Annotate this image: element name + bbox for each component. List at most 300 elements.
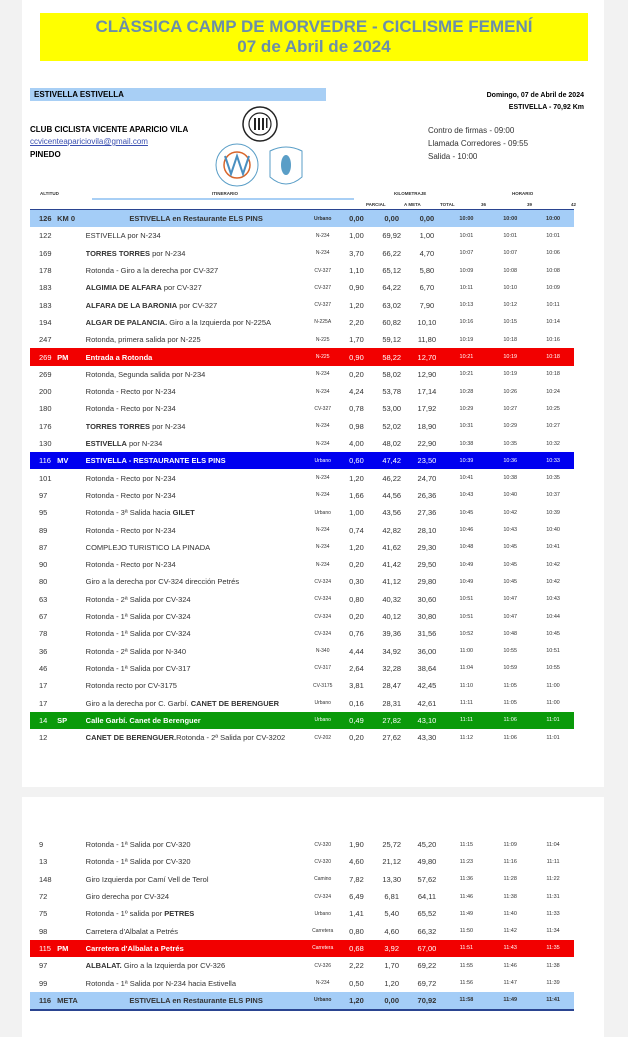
time-36-cell: 11:04 [459, 665, 474, 672]
km-parcial-cell: 6,49 [349, 892, 364, 902]
km-total-cell: 6,70 [419, 283, 435, 293]
km-a-meta-cell: 52,02 [382, 421, 402, 431]
km-parcial-cell: 0,00 [349, 214, 364, 224]
itinerary-cell [86, 996, 307, 1005]
time-39-cell: 10:35 [503, 440, 518, 447]
km-parcial-cell: 1,70 [349, 335, 364, 345]
time-36-cell: 10:45 [459, 509, 474, 516]
time-36-cell: 10:51 [459, 596, 474, 603]
altitude-cell: 13 [39, 857, 48, 867]
km-parcial-cell: 1,00 [349, 508, 364, 518]
time-36-cell: 11:36 [459, 876, 474, 883]
itinerary-cell [86, 577, 307, 586]
road-type-cell: N-234 [315, 250, 330, 257]
time-42-cell: 10:55 [546, 665, 560, 672]
col-parcial: PARCIAL [366, 202, 386, 207]
time-36-cell: 11:23 [459, 858, 474, 865]
itinerary-text: Rotonda - 1ª Salida por CV-317 [85, 663, 191, 673]
altitude-cell: 9 [39, 840, 44, 850]
time-39-cell: 10:40 [503, 492, 518, 499]
itinerary-text: Rotonda - Recto por N-234 [85, 490, 176, 500]
time-36-cell: 10:51 [459, 613, 474, 620]
km-a-meta-cell: 27,62 [382, 733, 402, 743]
road-type-cell: CV-3175 [312, 682, 333, 689]
km-parcial-cell: 2,64 [349, 663, 364, 673]
km-a-meta-cell: 0,00 [384, 995, 399, 1005]
altitude-cell: 178 [39, 266, 52, 276]
race-title: CLÀSSICA CAMP DE MORVEDRE - CICLISME FEMENÍ [95, 17, 533, 36]
time-39-cell: 10:26 [503, 388, 518, 395]
km-a-meta-cell: 65,12 [382, 266, 402, 276]
time-39-cell: 11:16 [503, 858, 517, 865]
itinerary-cell [86, 699, 307, 708]
itinerary-text: Giro derecha por CV-324 [85, 892, 170, 902]
itinerary-text: Rotonda, Segunda salida por N-234 [85, 369, 206, 379]
km-a-meta-cell: 6,81 [384, 892, 399, 902]
km-a-meta-cell: 21,12 [382, 857, 402, 867]
itinerary-text: Giro a la Izquierda por CV-326 [121, 961, 226, 971]
altitude-cell: 99 [39, 978, 48, 988]
km-a-meta-cell: 25,72 [382, 840, 402, 850]
race-distance: ESTIVELLA - 70,92 Km [508, 104, 584, 111]
itinerary-cell [86, 840, 307, 849]
itinerary-cell [86, 909, 307, 918]
road-type-cell: CV-317 [314, 665, 332, 672]
table-row [30, 905, 574, 922]
itinerary-text: Rotonda recto por CV-3175 [85, 681, 177, 691]
itinerary-cell [86, 961, 307, 970]
table-row [30, 539, 574, 556]
itinerary-cell [86, 422, 307, 431]
time-42-cell: 11:00 [546, 682, 560, 689]
itinerary-text: por N-234 [149, 421, 186, 431]
time-39-cell: 10:45 [503, 561, 518, 568]
km-parcial-cell: 0,74 [349, 525, 364, 535]
time-42-cell: 10:24 [546, 388, 560, 395]
km-parcial-cell: 0,68 [349, 943, 364, 953]
km-total-cell: 30,60 [417, 594, 437, 604]
itinerary-place: TORRES TORRES [85, 248, 150, 258]
time-42-cell: 10:37 [546, 492, 560, 499]
km-total-cell: 29,30 [417, 542, 437, 552]
time-42-cell: 11:34 [546, 928, 560, 935]
table-row [30, 694, 574, 711]
time-39-cell: 10:08 [503, 267, 518, 274]
time-42-cell: 11:39 [546, 980, 560, 987]
km-parcial-cell: 0,49 [349, 715, 364, 725]
time-36-cell: 10:11 [459, 284, 474, 291]
table-row [30, 573, 574, 590]
altitude-cell: 183 [39, 300, 52, 310]
time-42-cell: 10:51 [546, 648, 560, 655]
altitude-cell: 36 [39, 646, 48, 656]
km-parcial-cell: 0,16 [349, 698, 364, 708]
itinerary-text: Rotonda - Recto por N-234 [85, 387, 176, 397]
altitude-cell: 97 [39, 961, 48, 971]
time-42-cell: 10:33 [546, 457, 560, 464]
km-a-meta-cell: 41,62 [382, 542, 402, 552]
time-36-cell: 10:41 [459, 475, 474, 482]
altitude-cell: 87 [39, 542, 48, 552]
time-39-cell: 11:43 [503, 945, 517, 952]
table-row [30, 210, 574, 227]
road-type-cell: CV-327 [314, 284, 332, 291]
time-36-cell: 10:29 [459, 405, 474, 412]
itinerary-text: ESTIVELLA - RESTAURANTE ELS PINS [85, 456, 226, 466]
table-row [30, 660, 574, 677]
time-39-cell: 11:42 [503, 928, 517, 935]
time-39-cell: 10:07 [503, 250, 518, 257]
km-a-meta-cell: 5,40 [384, 909, 399, 919]
time-42-cell: 11:38 [546, 962, 560, 969]
km-a-meta-cell: 27,82 [382, 715, 402, 725]
time-36-cell: 10:09 [459, 267, 474, 274]
road-type-cell: Urbano [314, 910, 331, 917]
km-a-meta-cell: 28,31 [382, 698, 402, 708]
km-a-meta-cell: 13,30 [382, 874, 402, 884]
road-type-cell: Urbano [314, 700, 331, 707]
time-36-cell: 10:39 [459, 457, 474, 464]
km-a-meta-cell: 60,82 [382, 317, 402, 327]
km-total-cell: 11,80 [417, 335, 437, 345]
km-total-cell: 66,32 [417, 926, 437, 936]
itinerary-cell [86, 353, 307, 362]
itinerary-text: por N-234 [126, 439, 163, 449]
time-42-cell: 11:04 [546, 841, 560, 848]
time-36-cell: 11:11 [459, 700, 473, 707]
col-speed-36: 36 [481, 202, 487, 207]
time-42-cell: 10:08 [546, 267, 560, 274]
itinerary-text: Rotonda - 1ª Salida por N-234 hacia Estivella [85, 978, 237, 988]
km-parcial-cell: 0,50 [349, 978, 364, 988]
route-page-1 [22, 0, 604, 787]
time-42-cell: 11:22 [546, 876, 560, 883]
time-39-cell: 10:10 [503, 284, 518, 291]
time-36-cell: 10:48 [459, 544, 474, 551]
time-39-cell: 10:01 [503, 232, 518, 239]
road-type-cell: N-225 [315, 354, 330, 361]
altitude-cell: 115 [39, 943, 51, 953]
itinerary-text: por CV-327 [161, 283, 202, 293]
km-a-meta-cell: 28,47 [382, 681, 402, 691]
itinerary-cell [86, 387, 307, 396]
km-total-cell: 4,70 [419, 248, 435, 258]
km-a-meta-cell: 1,20 [384, 978, 399, 988]
table-row [30, 383, 574, 400]
itinerary-text: ESTIVELLA por N-234 [85, 231, 161, 241]
time-42-cell: 10:27 [546, 423, 560, 430]
time-42-cell: 11:00 [546, 700, 560, 707]
km-a-meta-cell: 0,00 [384, 214, 399, 224]
table-row [30, 871, 574, 888]
itinerary-cell [86, 439, 307, 448]
time-36-cell: 10:19 [459, 336, 474, 343]
itinerary-cell [86, 214, 307, 223]
itinerary-cell [86, 629, 307, 638]
km-parcial-cell: 4,60 [349, 857, 364, 867]
table-row [30, 591, 574, 608]
itinerary-place: CANET DE BERENGUER. [85, 733, 177, 743]
time-42-cell: 10:25 [546, 405, 560, 412]
itinerary-text: Rotonda - 1ª Salida por CV-320 [85, 857, 191, 867]
itinerary-text: Rotonda - 1º salida por [85, 909, 165, 919]
time-36-cell: 11:51 [459, 945, 474, 952]
road-type-cell: CV-324 [314, 613, 332, 620]
road-type-cell: N-225A [314, 319, 332, 326]
itinerary-underline [92, 198, 354, 200]
road-type-cell: N-234 [315, 371, 330, 378]
itinerary-cell [86, 595, 307, 604]
km-parcial-cell: 0,90 [349, 283, 364, 293]
time-39-cell: 10:00 [503, 215, 518, 222]
col-kilometraje: KILOMETRAJE [394, 191, 427, 196]
km-parcial-cell: 0,76 [349, 629, 364, 639]
km-total-cell: 7,90 [419, 300, 435, 310]
point-code-cell: KM 0 [57, 214, 76, 224]
table-row [30, 348, 574, 365]
itinerary-text: Giro a la derecha por C. Garbí. [85, 698, 191, 708]
itinerary-cell [86, 857, 307, 866]
km-total-cell: 29,50 [417, 560, 437, 570]
itinerary-place: ALGAR DE PALANCIA. [85, 317, 168, 327]
col-altitud: ALTITUD [40, 191, 59, 196]
km-total-cell: 18,90 [417, 421, 437, 431]
col-itinerario: ITINERARIO [212, 191, 239, 196]
itinerary-place: ALFARA DE LA BARONIA [85, 300, 178, 310]
time-39-cell: 10:27 [503, 405, 518, 412]
km-total-cell: 42,45 [417, 681, 437, 691]
itinerary-cell [86, 335, 307, 344]
road-type-cell: Carretera [312, 928, 334, 935]
itinerary-place: PETRES [164, 909, 195, 919]
road-type-cell: N-234 [315, 527, 330, 534]
road-type-cell: N-234 [315, 561, 330, 568]
km-a-meta-cell: 32,28 [382, 663, 402, 673]
time-39-cell: 11:09 [503, 841, 517, 848]
time-36-cell: 11:55 [459, 962, 474, 969]
km-a-meta-cell: 66,22 [382, 248, 402, 258]
km-parcial-cell: 4,44 [349, 646, 364, 656]
altitude-cell: 269 [39, 352, 52, 362]
km-parcial-cell: 1,20 [349, 995, 364, 1005]
altitude-cell: 98 [39, 926, 48, 936]
club-email-link[interactable]: ccvicenteapariciovila@gmail.com [30, 137, 148, 146]
table-row [30, 521, 574, 538]
table-row [30, 418, 574, 435]
km-total-cell: 12,90 [417, 369, 437, 379]
road-type-cell: N-234 [315, 980, 330, 987]
altitude-cell: 72 [39, 892, 48, 902]
altitude-cell: 183 [39, 283, 52, 293]
km-parcial-cell: 2,20 [349, 317, 364, 327]
col-speed-39: 39 [527, 202, 533, 207]
point-code-cell: META [57, 995, 78, 1005]
road-type-cell: CV-202 [314, 734, 332, 741]
itinerary-text: Giro Izquierda por Camí Vell de Terol [85, 874, 209, 884]
km-total-cell: 28,10 [417, 525, 437, 535]
table-row [30, 853, 574, 870]
time-42-cell: 10:06 [546, 250, 560, 257]
time-39-cell: 10:36 [503, 457, 518, 464]
itinerary-cell [86, 944, 307, 953]
road-type-cell: CV-326 [314, 962, 332, 969]
km-parcial-cell: 0,20 [349, 369, 364, 379]
itinerary-cell [86, 733, 307, 742]
itinerary-cell [86, 231, 307, 240]
altitude-cell: 12 [39, 733, 48, 743]
itinerary-text: Carretera d'Albalat a Petrés [85, 926, 178, 936]
km-a-meta-cell: 39,36 [382, 629, 402, 639]
km-total-cell: 43,10 [417, 715, 437, 725]
altitude-cell: 200 [39, 387, 52, 397]
table-row [30, 836, 574, 853]
itinerary-text: Rotonda - 2ª Salida por CV-3202 [176, 733, 286, 743]
time-36-cell: 11:11 [459, 717, 473, 724]
km-total-cell: 31,56 [417, 629, 437, 639]
itinerary-text: Giro a la derecha por CV-324 dirección Petrés [85, 577, 240, 587]
time-42-cell: 10:11 [546, 302, 560, 309]
race-date: 07 de Abril de 2024 [237, 37, 391, 56]
itinerary-text: ESTIVELLA en Restaurante ELS PINS [129, 995, 263, 1005]
time-42-cell: 10:41 [546, 544, 560, 551]
time-39-cell: 10:19 [503, 354, 518, 361]
km-total-cell: 29,80 [417, 577, 437, 587]
time-42-cell: 10:16 [546, 336, 560, 343]
time-36-cell: 11:58 [459, 997, 474, 1004]
itinerary-cell [86, 474, 307, 483]
schedule-start: Salida - 10:00 [428, 152, 478, 161]
km-parcial-cell: 0,60 [349, 456, 364, 466]
table-row [30, 435, 574, 452]
time-42-cell: 10:09 [546, 284, 560, 291]
itinerary-cell [86, 664, 307, 673]
table-row [30, 729, 574, 746]
km-a-meta-cell: 47,42 [382, 456, 402, 466]
time-36-cell: 10:31 [459, 423, 474, 430]
time-39-cell: 11:06 [503, 734, 517, 741]
time-39-cell: 10:19 [503, 371, 518, 378]
table-row [30, 957, 574, 974]
km-a-meta-cell: 41,12 [382, 577, 402, 587]
altitude-cell: 67 [39, 612, 48, 622]
table-row [30, 712, 574, 729]
road-type-cell: N-225 [315, 336, 330, 343]
time-42-cell: 10:18 [546, 354, 560, 361]
itinerary-text: por CV-327 [177, 300, 218, 310]
table-row [30, 487, 574, 504]
point-code-cell: PM [57, 943, 69, 953]
km-total-cell: 5,80 [419, 266, 435, 276]
time-42-cell: 10:14 [546, 319, 560, 326]
road-type-cell: N-340 [315, 648, 330, 655]
time-42-cell: 10:45 [546, 630, 560, 637]
time-36-cell: 10:21 [459, 354, 474, 361]
km-parcial-cell: 2,22 [349, 961, 364, 971]
itinerary-cell [86, 491, 307, 500]
time-39-cell: 11:05 [503, 700, 517, 707]
time-39-cell: 10:45 [503, 544, 518, 551]
table-row [30, 314, 574, 331]
time-39-cell: 10:12 [503, 302, 518, 309]
km-parcial-cell: 4,24 [349, 387, 364, 397]
itinerary-text: Rotonda - 1ª Salida por CV-320 [85, 840, 191, 850]
itinerary-text: Rotonda, primera salida por N-225 [85, 335, 201, 345]
table-row [30, 400, 574, 417]
road-type-cell: N-234 [315, 423, 330, 430]
itinerary-cell [86, 508, 307, 517]
road-type-cell: CV-324 [314, 630, 332, 637]
itinerary-text: Rotonda - 2ª Salida por N-340 [85, 646, 186, 656]
km-parcial-cell: 0,80 [349, 926, 364, 936]
km-a-meta-cell: 40,12 [382, 612, 402, 622]
club-ciclista-logo-icon [214, 142, 260, 188]
itinerary-cell [86, 526, 307, 535]
road-type-cell: Urbano [314, 509, 331, 516]
altitude-cell: 90 [39, 560, 48, 570]
table-row [30, 643, 574, 660]
table-row [30, 625, 574, 642]
time-36-cell: 10:13 [459, 302, 474, 309]
altitude-cell: 17 [39, 698, 48, 708]
itinerary-place: ESTIVELLA [85, 439, 127, 449]
route-page-2 [22, 797, 604, 1037]
time-36-cell: 11:12 [459, 734, 474, 741]
km-parcial-cell: 1,10 [349, 266, 364, 276]
title-band [40, 13, 588, 61]
km-parcial-cell: 7,82 [349, 874, 364, 884]
time-36-cell: 11:10 [459, 682, 474, 689]
time-39-cell: 10:47 [503, 596, 518, 603]
altitude-cell: 63 [39, 594, 48, 604]
km-total-cell: 17,14 [417, 387, 437, 397]
km-parcial-cell: 3,70 [349, 248, 364, 258]
time-36-cell: 11:49 [459, 910, 474, 917]
table-row [30, 992, 574, 1011]
km-a-meta-cell: 46,22 [382, 473, 402, 483]
time-36-cell: 10:00 [459, 215, 474, 222]
road-type-cell: N-234 [315, 544, 330, 551]
km-total-cell: 0,00 [419, 214, 435, 224]
itinerary-cell [86, 249, 307, 258]
km-parcial-cell: 1,66 [349, 490, 364, 500]
km-total-cell: 36,00 [417, 646, 437, 656]
time-39-cell: 11:38 [503, 893, 517, 900]
altitude-cell: 17 [39, 681, 48, 691]
time-42-cell: 10:44 [546, 613, 560, 620]
time-39-cell: 10:55 [503, 648, 518, 655]
club-name: CLUB CICLISTA VICENTE APARICIO VILA [30, 125, 189, 134]
schedule-signing: Contro de firmas - 09:00 [428, 126, 515, 135]
road-type-cell: N-234 [315, 388, 330, 395]
km-total-cell: 49,80 [417, 857, 437, 867]
road-type-cell: CV-327 [314, 302, 332, 309]
itinerary-cell [86, 716, 307, 725]
km-a-meta-cell: 63,02 [382, 300, 402, 310]
table-row [30, 504, 574, 521]
road-type-cell: Urbano [314, 457, 331, 464]
time-42-cell: 10:00 [546, 215, 561, 222]
itinerary-cell [86, 927, 307, 936]
road-type-cell: N-234 [315, 232, 330, 239]
time-39-cell: 10:29 [503, 423, 518, 430]
km-total-cell: 24,70 [417, 473, 437, 483]
altitude-cell: 269 [39, 369, 52, 379]
altitude-cell: 75 [39, 909, 48, 919]
itinerary-text: Rotonda - Giro a la derecha por CV-327 [85, 266, 219, 276]
km-total-cell: 69,72 [417, 978, 437, 988]
table-row [30, 297, 574, 314]
itinerary-cell [86, 318, 307, 327]
